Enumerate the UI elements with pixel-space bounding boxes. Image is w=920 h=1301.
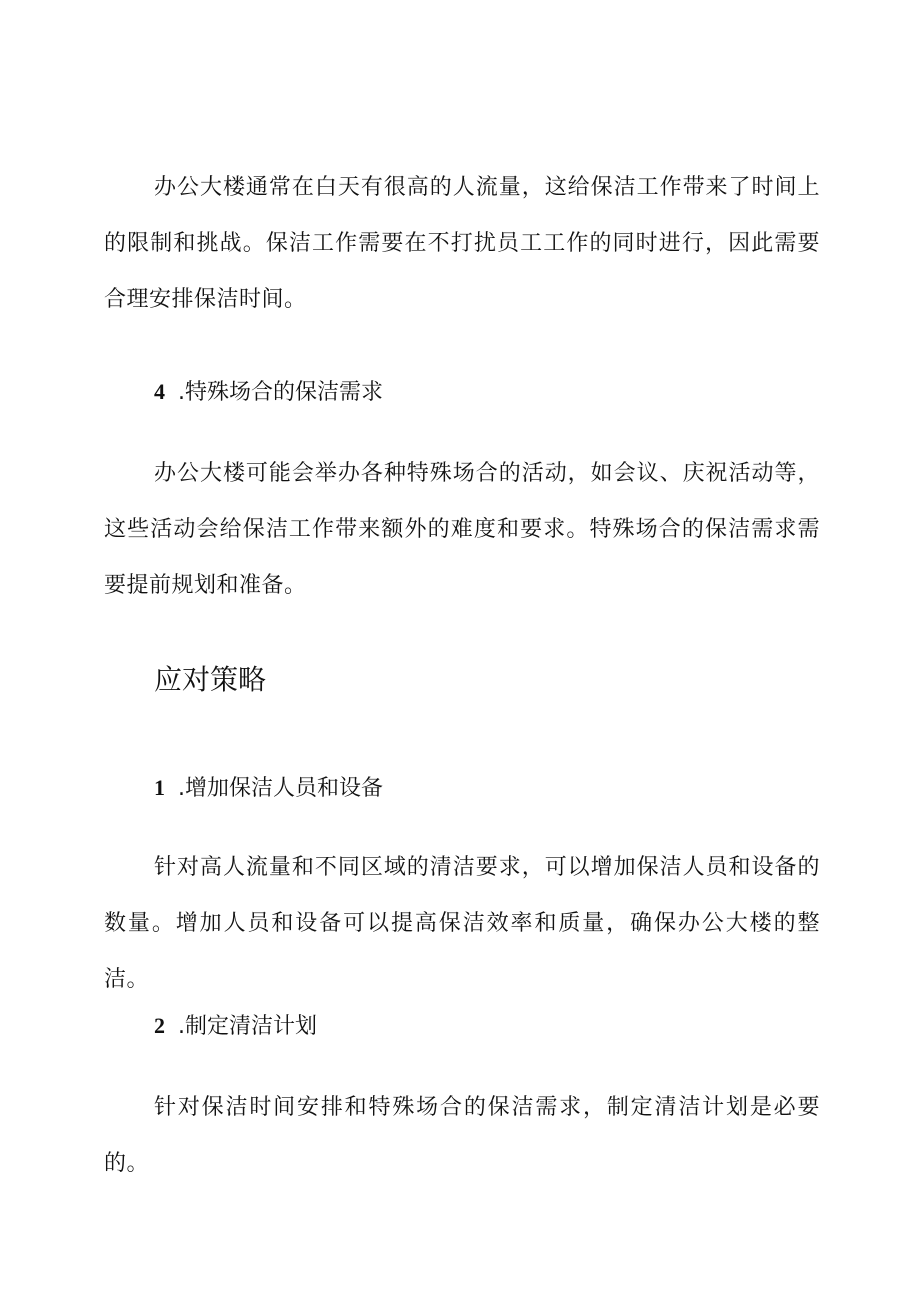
heading-special-occasions — [154, 376, 383, 409]
heading-number: 2 — [154, 1013, 165, 1038]
paragraph-cleaning-plan: 针对保洁时间安排和特殊场合的保洁需求，制定清洁计划是必要的。 — [104, 1095, 820, 1176]
heading-add-staff — [154, 772, 383, 805]
section-title-strategies: 应对策略 — [154, 663, 267, 696]
heading-number: 1 — [154, 775, 165, 800]
heading-text: .制定清洁计划 — [178, 1014, 317, 1039]
paragraph-special-occasions: 办公大楼可能会举办各种特殊场合的活动，如会议、庆祝活动等，这些活动会给保洁工作带来额外的难度和要求。特殊场合的保洁需求需要提前规划和准备。 — [104, 461, 820, 598]
paragraph-time-constraints: 办公大楼通常在白天有很高的人流量，这给保洁工作带来了时间上的限制和挑战。保洁工作需要在不打扰员工工作的同时进行，因此需要合理安排保洁时间。 — [104, 175, 820, 312]
heading-text: .特殊场合的保洁需求 — [178, 380, 383, 405]
heading-text: .增加保洁人员和设备 — [178, 776, 383, 801]
heading-number: 4 — [154, 379, 165, 404]
paragraph-add-staff: 针对高人流量和不同区域的清洁要求，可以增加保洁人员和设备的数量。增加人员和设备可以提高保洁效率和质量，确保办公大楼的整洁。 — [104, 855, 820, 992]
heading-cleaning-plan — [154, 1010, 317, 1043]
